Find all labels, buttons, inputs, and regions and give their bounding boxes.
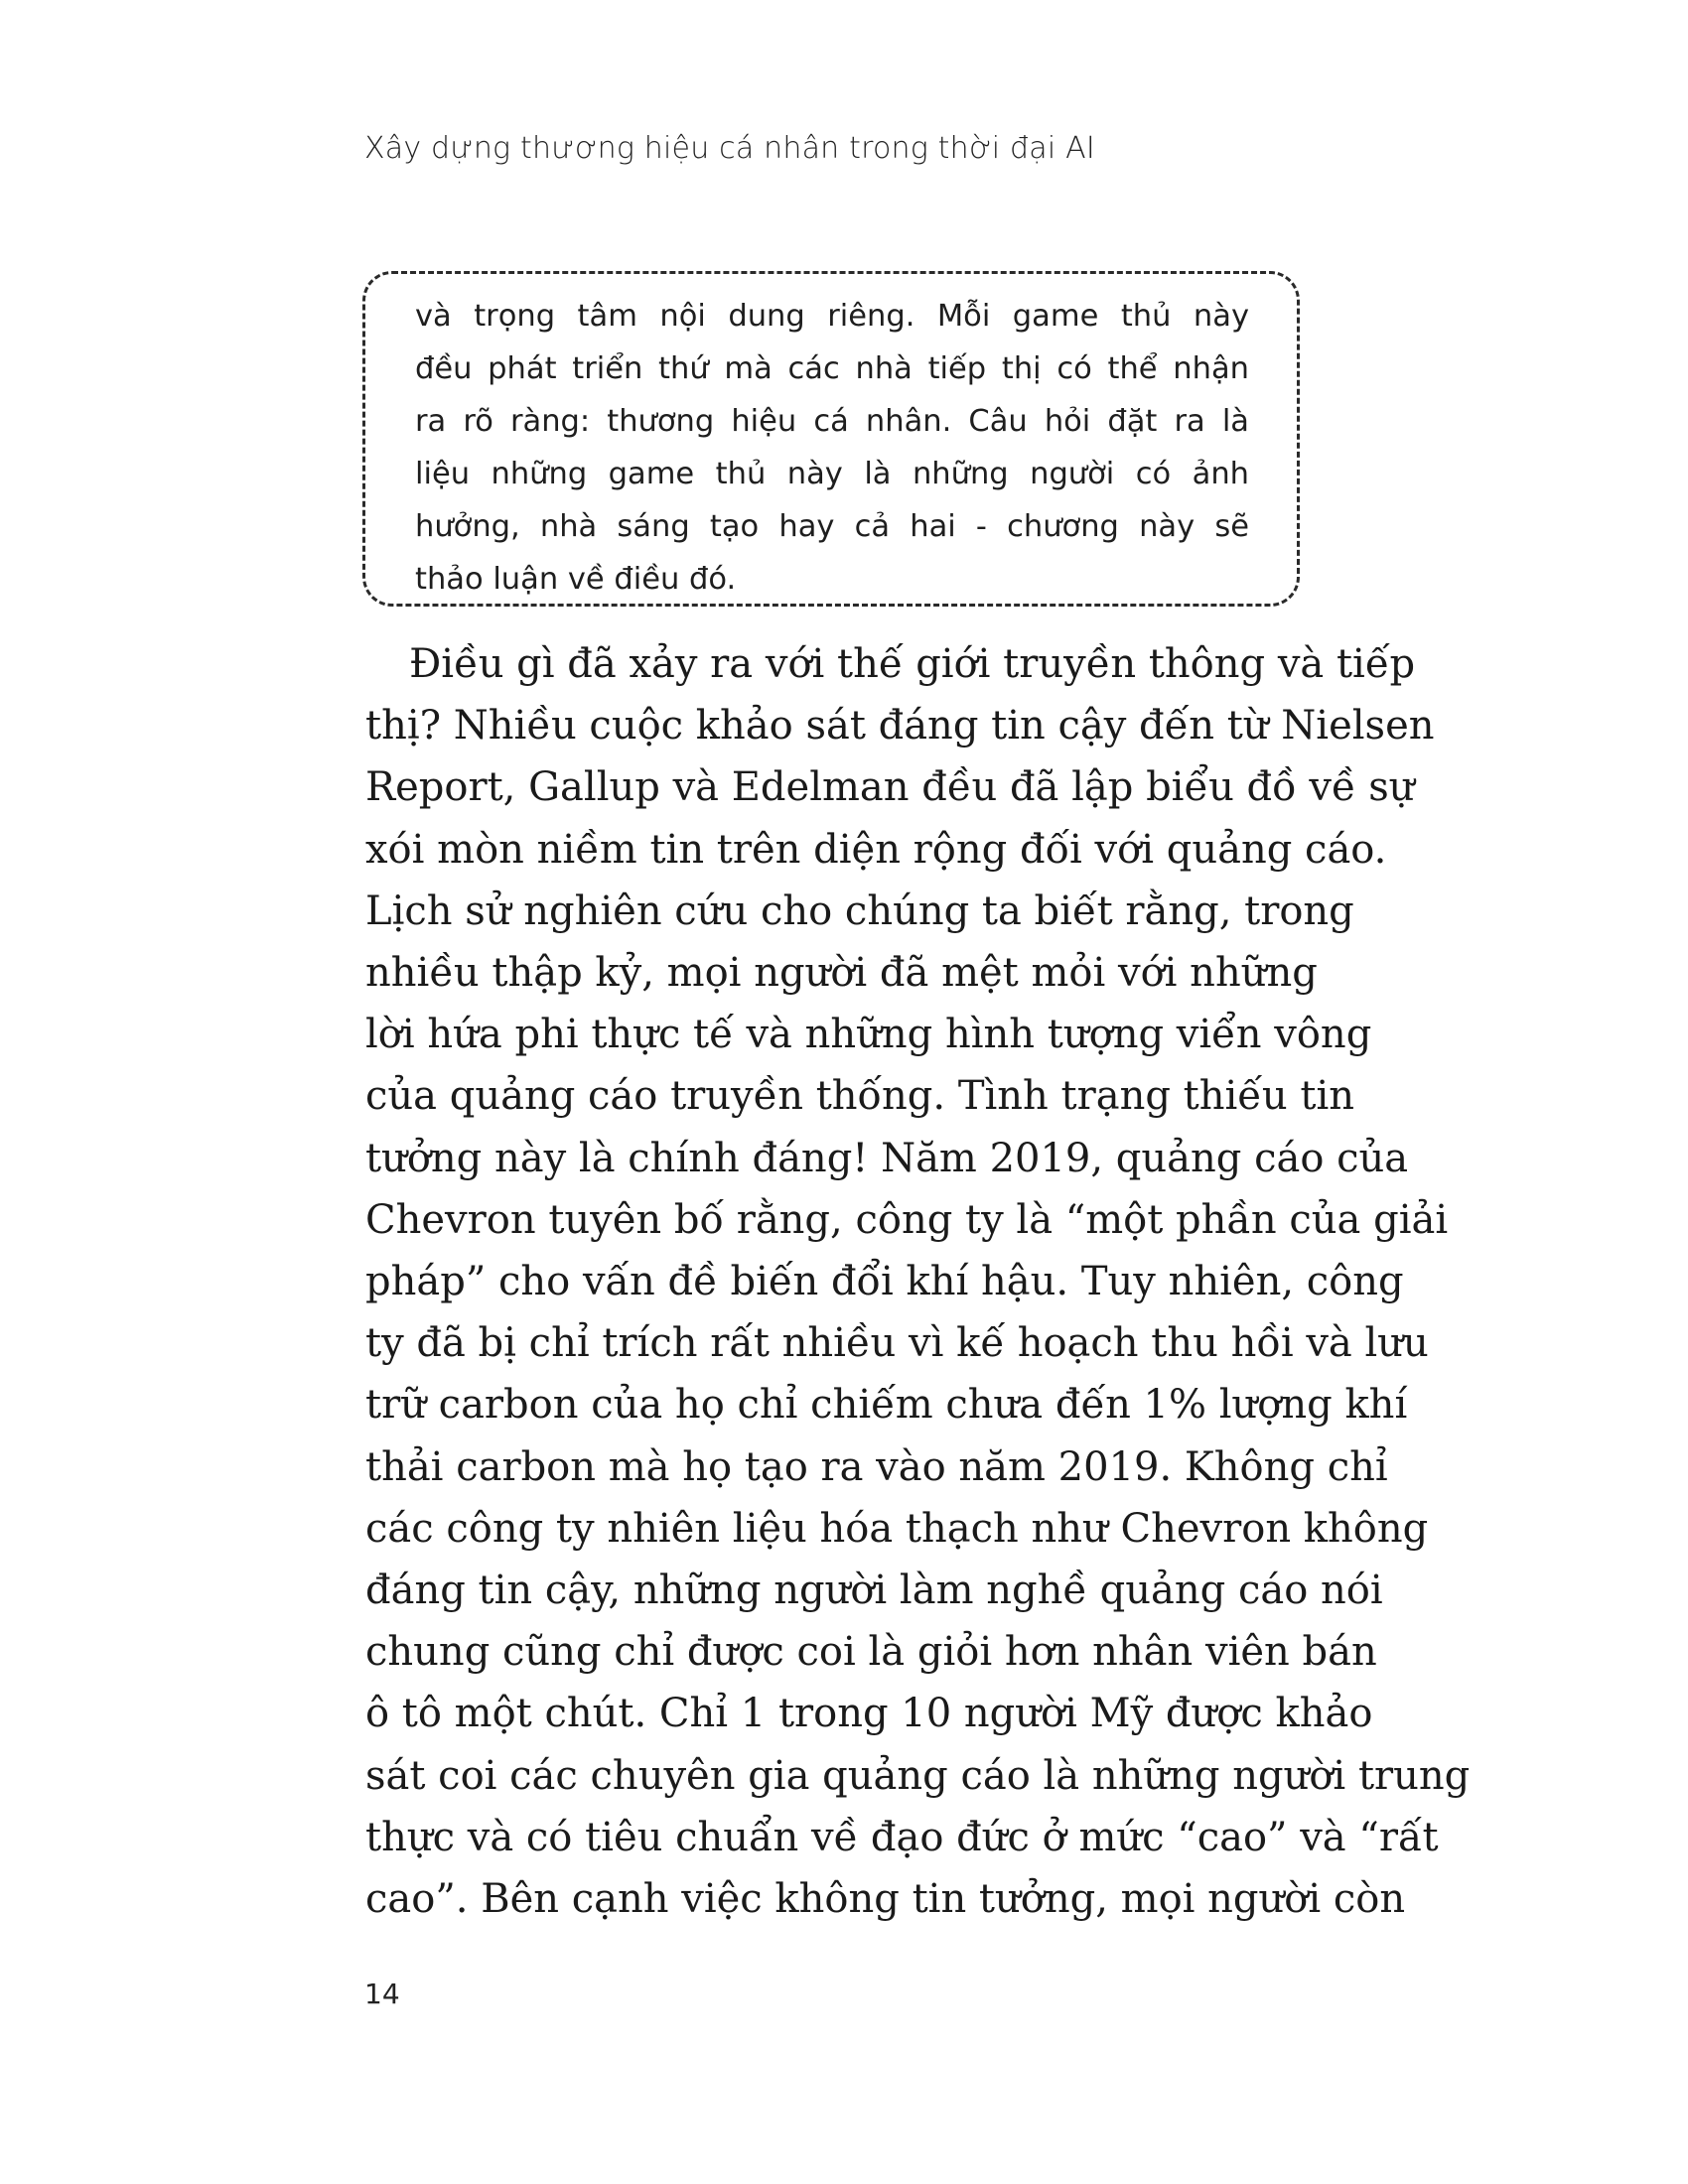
callout-line: đều phát triển thứ mà các nhà tiếp thị có thể nhận	[415, 351, 1249, 386]
body-line: thị? Nhiều cuộc khảo sát đáng tin cậy đến từ Nielsen	[365, 703, 1435, 750]
body-line: ty đã bị chỉ trích rất nhiều vì kế hoạch thu hồi và lưu	[365, 1320, 1429, 1367]
running-header: Xây dựng thương hiệu cá nhân trong thời đại AI	[364, 131, 1095, 166]
body-line: ô tô một chút. Chỉ 1 trong 10 người Mỹ được khảo	[365, 1691, 1373, 1737]
body-line: lời hứa phi thực tế và những hình tượng viển vông	[365, 1012, 1372, 1058]
body-line: nhiều thập kỷ, mọi người đã mệt mỏi với những	[365, 950, 1318, 997]
body-line: trữ carbon của họ chỉ chiếm chưa đến 1% lượng khí	[365, 1382, 1408, 1429]
callout-text	[415, 290, 1249, 606]
callout-line: và trọng tâm nội dung riêng. Mỗi game thủ này	[415, 299, 1249, 334]
body-line: Lịch sử nghiên cứu cho chúng ta biết rằng, trong	[365, 887, 1354, 934]
callout-line: liệu những game thủ này là những người có ảnh	[415, 457, 1249, 491]
page-number: 14	[364, 1978, 400, 2010]
body-line: Điều gì đã xảy ra với thế giới truyền thông và tiếp	[409, 641, 1416, 687]
callout-line: thảo luận về điều đó.	[415, 562, 737, 597]
body-line: tưởng này là chính đáng! Năm 2019, quảng cáo của	[365, 1135, 1409, 1181]
body-line: cao”. Bên cạnh việc không tin tưởng, mọi người còn	[365, 1876, 1406, 1923]
body-line: các công ty nhiên liệu hóa thạch như Chevron không	[365, 1505, 1429, 1552]
body-paragraph	[365, 633, 1471, 1930]
callout-line: hưởng, nhà sáng tạo hay cả hai - chương này sẽ	[415, 509, 1249, 544]
body-line: đáng tin cậy, những người làm nghề quảng cáo nói	[365, 1568, 1383, 1614]
body-line: thực và có tiêu chuẩn về đạo đức ở mức “cao” và “rất	[365, 1814, 1439, 1860]
body-line: của quảng cáo truyền thống. Tình trạng thiếu tin	[365, 1073, 1354, 1120]
callout-line: ra rõ ràng: thương hiệu cá nhân. Câu hỏi đặt ra là	[415, 404, 1249, 439]
body-line: Report, Gallup và Edelman đều đã lập biểu đồ về sự	[365, 764, 1415, 811]
body-line: Chevron tuyên bố rằng, công ty là “một phần của giải	[365, 1196, 1449, 1243]
body-line: chung cũng chỉ được coi là giỏi hơn nhân viên bán	[365, 1629, 1377, 1676]
body-line: thải carbon mà họ tạo ra vào năm 2019. Không chỉ	[365, 1443, 1388, 1490]
body-line: sát coi các chuyên gia quảng cáo là những người trung	[365, 1752, 1471, 1799]
body-line: xói mòn niềm tin trên diện rộng đối với quảng cáo.	[365, 826, 1387, 873]
body-line: pháp” cho vấn đề biến đổi khí hậu. Tuy nhiên, công	[365, 1259, 1404, 1305]
